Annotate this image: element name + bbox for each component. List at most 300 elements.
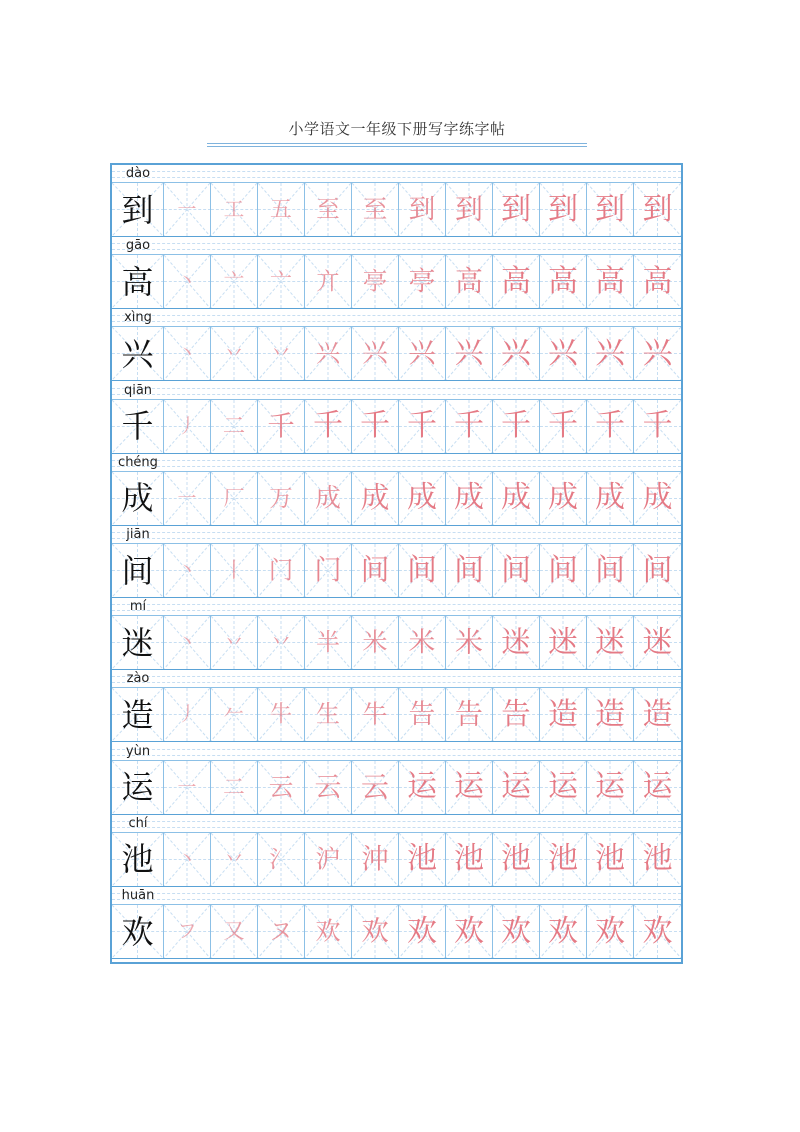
stroke-step-character: 兴 — [595, 335, 625, 371]
stroke-step-cell[interactable] — [540, 472, 587, 525]
pinyin-band — [112, 454, 681, 472]
pinyin-band — [112, 165, 681, 183]
model-character: 千 — [121, 407, 154, 446]
stroke-step-cell[interactable] — [540, 183, 587, 236]
pinyin-label: chí — [128, 815, 148, 831]
stroke-step-cell[interactable] — [258, 688, 305, 741]
model-character: 到 — [121, 190, 154, 229]
practice-row — [112, 454, 681, 526]
stroke-step-character: 高 — [501, 263, 531, 299]
model-character: 成 — [121, 479, 154, 518]
stroke-step-character: 高 — [642, 263, 673, 299]
stroke-step-cell[interactable] — [211, 544, 258, 597]
stroke-step-cell[interactable] — [305, 183, 352, 236]
pinyin-band — [112, 743, 681, 761]
stroke-step-cell[interactable] — [587, 400, 634, 453]
stroke-step-character: 迷 — [548, 624, 578, 660]
stroke-step-cell[interactable] — [164, 905, 211, 958]
stroke-step-character: 迷 — [501, 625, 531, 660]
stroke-step-character: 欢 — [548, 913, 578, 949]
stroke-step-cell[interactable] — [446, 761, 493, 814]
stroke-step-cell[interactable] — [352, 327, 399, 380]
stroke-step-cell[interactable] — [399, 616, 446, 669]
character-cells — [112, 616, 681, 670]
stroke-step-character: 丶 — [177, 342, 197, 365]
stroke-step-cell[interactable] — [493, 833, 540, 886]
stroke-step-cell[interactable] — [211, 327, 258, 380]
stroke-step-cell[interactable] — [634, 833, 681, 886]
stroke-step-character: 高 — [548, 263, 578, 299]
stroke-step-cell[interactable] — [493, 616, 540, 669]
practice-row — [112, 165, 681, 237]
stroke-step-character: 成 — [595, 480, 625, 516]
stroke-step-cell[interactable] — [258, 183, 305, 236]
stroke-step-character: 到 — [595, 191, 625, 227]
stroke-step-cell[interactable] — [634, 472, 681, 525]
stroke-step-cell[interactable] — [211, 616, 258, 669]
stroke-step-cell[interactable] — [164, 255, 211, 308]
stroke-step-cell[interactable] — [399, 472, 446, 525]
stroke-step-cell[interactable] — [399, 688, 446, 741]
stroke-step-cell[interactable] — [258, 400, 305, 453]
stroke-step-cell[interactable] — [587, 183, 634, 236]
stroke-step-cell[interactable] — [493, 183, 540, 236]
stroke-step-character: 沖 — [361, 842, 389, 875]
model-character-cell — [112, 183, 164, 236]
model-character-cell — [112, 761, 164, 814]
pinyin-guide-line — [112, 676, 681, 677]
stroke-step-character: 兴 — [642, 335, 673, 371]
model-character-cell — [112, 688, 164, 741]
page-title: 小学语文一年级下册写字练字帖 — [288, 120, 506, 138]
stroke-step-cell[interactable] — [258, 905, 305, 958]
stroke-step-character: 至 — [316, 195, 340, 223]
stroke-step-cell[interactable] — [587, 544, 634, 597]
pinyin-guide-line — [112, 538, 681, 539]
stroke-step-cell[interactable] — [258, 472, 305, 525]
stroke-step-character: 高 — [455, 264, 483, 298]
model-character: 高 — [121, 262, 154, 301]
stroke-step-cell[interactable] — [352, 255, 399, 308]
stroke-step-character: 工 — [223, 197, 245, 222]
stroke-step-character: 万 — [269, 484, 293, 512]
stroke-step-character: 到 — [548, 191, 578, 227]
pinyin-guide-line — [112, 171, 681, 172]
stroke-step-character: 造 — [642, 696, 673, 732]
stroke-step-cell[interactable] — [493, 544, 540, 597]
stroke-step-character: 亭 — [362, 266, 388, 296]
stroke-step-character: 造 — [548, 696, 578, 732]
stroke-step-cell[interactable] — [352, 761, 399, 814]
stroke-step-character: 欢 — [407, 913, 437, 949]
stroke-step-character: 欢 — [315, 916, 341, 946]
stroke-step-cell[interactable] — [587, 255, 634, 308]
pinyin-band — [112, 598, 681, 616]
stroke-step-character: 间 — [642, 552, 673, 588]
stroke-step-cell[interactable] — [352, 544, 399, 597]
stroke-step-cell[interactable] — [493, 255, 540, 308]
stroke-step-cell[interactable] — [352, 833, 399, 886]
pinyin-band — [112, 887, 681, 905]
pinyin-band — [112, 526, 681, 544]
stroke-step-cell[interactable] — [446, 833, 493, 886]
stroke-step-cell[interactable] — [540, 688, 587, 741]
stroke-step-cell[interactable] — [540, 833, 587, 886]
stroke-step-cell[interactable] — [399, 183, 446, 236]
stroke-step-character: 牛 — [269, 701, 293, 728]
stroke-step-character: 一 — [177, 197, 197, 221]
stroke-step-cell[interactable] — [540, 255, 587, 308]
stroke-step-character: 告 — [408, 698, 436, 731]
stroke-step-cell[interactable] — [258, 255, 305, 308]
stroke-step-character: 兴 — [501, 335, 531, 371]
pinyin-label: mí — [129, 599, 147, 615]
stroke-step-character: 米 — [362, 627, 388, 657]
stroke-step-cell[interactable] — [164, 616, 211, 669]
stroke-step-cell[interactable] — [587, 327, 634, 380]
pinyin-label: jiān — [126, 527, 150, 542]
stroke-step-cell[interactable] — [305, 255, 352, 308]
stroke-step-cell[interactable] — [446, 688, 493, 741]
stroke-step-character: 运 — [501, 769, 531, 805]
stroke-step-character: 一 — [177, 486, 197, 510]
stroke-step-cell[interactable] — [634, 905, 681, 958]
stroke-step-character: 至 — [362, 194, 388, 224]
stroke-step-cell[interactable] — [493, 400, 540, 453]
stroke-step-character: 成 — [360, 481, 390, 515]
stroke-step-cell[interactable] — [399, 833, 446, 886]
stroke-step-character: 丷 — [223, 341, 245, 366]
stroke-step-cell[interactable] — [399, 544, 446, 597]
character-cells — [112, 761, 681, 815]
stroke-step-character: 牛 — [362, 699, 388, 730]
stroke-step-character: 亭 — [408, 265, 436, 297]
stroke-step-character: 欢 — [642, 913, 673, 949]
stroke-step-character: 成 — [642, 480, 673, 516]
stroke-step-cell[interactable] — [352, 905, 399, 958]
stroke-step-character: 高 — [595, 263, 625, 299]
stroke-step-character: 成 — [454, 480, 484, 516]
stroke-step-cell[interactable] — [164, 400, 211, 453]
stroke-step-cell[interactable] — [540, 616, 587, 669]
model-character-cell — [112, 255, 164, 308]
stroke-step-character: 沪 — [315, 844, 341, 874]
pinyin-guide-line — [112, 394, 681, 395]
stroke-step-character: 间 — [501, 552, 531, 588]
stroke-step-character: 门 — [314, 554, 342, 586]
stroke-step-character: フ — [177, 919, 197, 943]
stroke-step-character: 欢 — [361, 915, 389, 947]
stroke-step-character: 运 — [407, 769, 437, 805]
stroke-step-character: 运 — [548, 769, 578, 805]
model-character-cell — [112, 544, 164, 597]
model-character: 间 — [121, 551, 154, 590]
character-cells — [112, 327, 681, 381]
pinyin-guide-line — [112, 604, 681, 605]
stroke-step-cell[interactable] — [305, 761, 352, 814]
stroke-step-character: 到 — [455, 192, 483, 226]
stroke-step-character: 云 — [268, 772, 294, 802]
stroke-step-cell[interactable] — [634, 255, 681, 308]
pinyin-guide-line — [112, 532, 681, 533]
stroke-step-cell[interactable] — [211, 688, 258, 741]
pinyin-label: zào — [126, 671, 150, 687]
stroke-step-cell[interactable] — [352, 183, 399, 236]
stroke-step-cell[interactable] — [493, 905, 540, 958]
pinyin-label: gāo — [125, 238, 151, 254]
model-character-cell — [112, 833, 164, 886]
stroke-step-character: 米 — [408, 626, 436, 658]
character-cells — [112, 255, 681, 309]
stroke-step-cell[interactable] — [399, 255, 446, 308]
stroke-step-character: 迷 — [642, 624, 673, 660]
stroke-step-cell[interactable] — [305, 544, 352, 597]
stroke-step-character: 池 — [548, 841, 578, 877]
stroke-step-cell[interactable] — [634, 183, 681, 236]
practice-row — [112, 887, 681, 959]
stroke-step-character: 池 — [407, 841, 437, 877]
stroke-step-character: ヌ — [269, 917, 293, 945]
stroke-step-cell[interactable] — [305, 905, 352, 958]
pinyin-guide-line — [112, 682, 681, 683]
stroke-step-cell[interactable] — [540, 761, 587, 814]
stroke-step-cell[interactable] — [258, 616, 305, 669]
stroke-step-character: 间 — [548, 552, 578, 588]
stroke-step-character: 丷 — [223, 846, 245, 872]
stroke-step-character: 千 — [313, 408, 343, 444]
stroke-step-cell[interactable] — [446, 616, 493, 669]
stroke-step-character: 丿 — [177, 703, 197, 726]
stroke-step-cell[interactable] — [493, 688, 540, 741]
stroke-step-cell[interactable] — [164, 183, 211, 236]
stroke-step-cell[interactable] — [258, 833, 305, 886]
stroke-step-cell[interactable] — [634, 616, 681, 669]
practice-row — [112, 598, 681, 670]
stroke-step-cell[interactable] — [493, 327, 540, 380]
stroke-step-cell[interactable] — [446, 544, 493, 597]
stroke-step-character: 池 — [454, 841, 484, 877]
pinyin-guide-line — [112, 755, 681, 756]
stroke-step-character: 池 — [595, 841, 625, 877]
pinyin-guide-line — [112, 827, 681, 828]
model-character-cell — [112, 400, 164, 453]
pinyin-guide-line — [112, 893, 681, 894]
stroke-step-cell[interactable] — [587, 688, 634, 741]
pinyin-guide-line — [112, 466, 681, 467]
stroke-step-cell[interactable] — [399, 761, 446, 814]
stroke-step-cell[interactable] — [211, 183, 258, 236]
stroke-step-cell[interactable] — [399, 327, 446, 380]
stroke-step-cell[interactable] — [305, 833, 352, 886]
pinyin-band — [112, 815, 681, 833]
stroke-step-cell[interactable] — [164, 327, 211, 380]
stroke-step-character: 丶 — [177, 631, 197, 654]
practice-row — [112, 526, 681, 598]
stroke-step-character: 兴 — [408, 337, 436, 370]
practice-row — [112, 309, 681, 381]
pinyin-guide-line — [112, 321, 681, 322]
stroke-step-character: 造 — [595, 696, 625, 732]
stroke-step-cell[interactable] — [446, 327, 493, 380]
stroke-step-character: 千 — [548, 408, 578, 444]
stroke-step-character: 间 — [407, 552, 437, 588]
practice-row — [112, 237, 681, 309]
stroke-step-cell[interactable] — [493, 472, 540, 525]
stroke-step-cell[interactable] — [587, 616, 634, 669]
model-character: 造 — [121, 695, 154, 734]
model-character: 兴 — [121, 334, 154, 373]
stroke-step-character: 丿 — [177, 414, 197, 437]
practice-row — [112, 743, 681, 815]
stroke-step-cell[interactable] — [634, 544, 681, 597]
practice-row — [112, 382, 681, 454]
stroke-step-cell[interactable] — [446, 400, 493, 453]
pinyin-guide-line — [112, 249, 681, 250]
stroke-step-cell[interactable] — [446, 183, 493, 236]
model-character-cell — [112, 905, 164, 958]
stroke-step-character: 丨 — [223, 557, 245, 583]
stroke-step-cell[interactable] — [634, 761, 681, 814]
stroke-step-cell[interactable] — [305, 472, 352, 525]
stroke-step-character: 云 — [361, 770, 389, 803]
stroke-step-cell[interactable] — [587, 761, 634, 814]
stroke-step-cell[interactable] — [493, 761, 540, 814]
stroke-step-cell[interactable] — [211, 472, 258, 525]
stroke-step-cell[interactable] — [352, 472, 399, 525]
model-character-cell — [112, 616, 164, 669]
stroke-step-cell[interactable] — [587, 905, 634, 958]
stroke-step-cell[interactable] — [305, 688, 352, 741]
stroke-step-cell[interactable] — [211, 905, 258, 958]
model-character: 欢 — [121, 912, 154, 951]
pinyin-guide-line — [112, 388, 681, 389]
stroke-step-cell[interactable] — [305, 400, 352, 453]
stroke-step-character: 告 — [455, 698, 483, 731]
stroke-step-character: 间 — [595, 552, 625, 588]
stroke-step-cell[interactable] — [540, 544, 587, 597]
stroke-step-character: 𠂉 — [223, 702, 245, 727]
stroke-step-character: 云 — [314, 771, 342, 803]
stroke-step-character: 亠 — [223, 269, 245, 294]
character-cells — [112, 833, 681, 887]
pinyin-label: chéng — [118, 454, 158, 470]
stroke-step-character: 欢 — [454, 913, 484, 949]
stroke-step-cell[interactable] — [164, 833, 211, 886]
stroke-step-character: 又 — [223, 918, 245, 944]
stroke-step-cell[interactable] — [352, 400, 399, 453]
stroke-step-cell[interactable] — [446, 255, 493, 308]
stroke-step-character: 兴 — [315, 339, 341, 368]
stroke-step-character: 丶 — [177, 270, 197, 293]
stroke-step-character: 丶 — [177, 558, 197, 582]
pinyin-guide-line — [112, 899, 681, 900]
stroke-step-character: 运 — [595, 769, 625, 805]
character-cells — [112, 905, 681, 959]
stroke-step-character: 成 — [407, 480, 437, 516]
stroke-step-cell[interactable] — [258, 761, 305, 814]
stroke-step-character: 门 — [268, 555, 294, 585]
stroke-step-cell[interactable] — [258, 327, 305, 380]
stroke-step-character: 到 — [501, 191, 531, 227]
stroke-step-cell[interactable] — [211, 761, 258, 814]
stroke-step-cell[interactable] — [352, 688, 399, 741]
stroke-step-character: 兴 — [362, 338, 388, 369]
stroke-step-cell[interactable] — [587, 472, 634, 525]
practice-row — [112, 670, 681, 742]
stroke-step-character: 千 — [454, 408, 484, 444]
stroke-step-cell[interactable] — [446, 472, 493, 525]
stroke-step-cell[interactable] — [258, 544, 305, 597]
model-character: 运 — [121, 768, 154, 807]
pinyin-guide-line — [112, 821, 681, 822]
stroke-step-cell[interactable] — [587, 833, 634, 886]
pinyin-label: dào — [125, 166, 151, 181]
pinyin-guide-line — [112, 243, 681, 244]
stroke-step-character: 欢 — [501, 913, 531, 949]
stroke-step-cell[interactable] — [634, 400, 681, 453]
pinyin-label: qiān — [123, 382, 153, 398]
stroke-step-cell[interactable] — [540, 327, 587, 380]
stroke-step-character: 千 — [360, 408, 390, 444]
stroke-step-character: 二 — [222, 412, 246, 439]
stroke-step-cell[interactable] — [446, 905, 493, 958]
stroke-step-character: 丷 — [269, 629, 293, 656]
stroke-step-character: 成 — [315, 482, 341, 513]
stroke-step-character: 厂 — [223, 485, 245, 511]
stroke-step-cell[interactable] — [399, 400, 446, 453]
stroke-step-character: 五 — [270, 196, 292, 222]
character-cells — [112, 472, 681, 526]
pinyin-label: huān — [121, 888, 155, 903]
stroke-step-character: 氵 — [269, 845, 293, 873]
stroke-step-character: 亣 — [316, 267, 340, 295]
stroke-step-character: 池 — [501, 841, 531, 877]
stroke-step-character: 丶 — [177, 847, 197, 871]
stroke-step-cell[interactable] — [399, 905, 446, 958]
stroke-step-cell[interactable] — [305, 616, 352, 669]
stroke-step-cell[interactable] — [164, 544, 211, 597]
stroke-step-cell[interactable] — [164, 761, 211, 814]
stroke-step-cell[interactable] — [634, 327, 681, 380]
stroke-step-cell[interactable] — [540, 905, 587, 958]
stroke-step-cell[interactable] — [540, 400, 587, 453]
stroke-step-cell[interactable] — [305, 327, 352, 380]
stroke-step-cell[interactable] — [164, 688, 211, 741]
pinyin-band — [112, 309, 681, 327]
stroke-step-character: 一 — [177, 775, 197, 798]
stroke-step-cell[interactable] — [164, 472, 211, 525]
stroke-step-cell[interactable] — [211, 400, 258, 453]
pinyin-label: xìng — [124, 310, 152, 326]
character-cells — [112, 183, 681, 237]
stroke-step-cell[interactable] — [211, 833, 258, 886]
stroke-step-character: 千 — [267, 409, 295, 442]
stroke-step-cell[interactable] — [634, 688, 681, 741]
stroke-step-character: 迷 — [595, 624, 625, 660]
pinyin-label: yùn — [125, 743, 151, 759]
stroke-step-character: 半 — [316, 628, 340, 657]
stroke-step-character: 丷 — [223, 630, 245, 655]
pinyin-guide-line — [112, 749, 681, 750]
pinyin-guide-line — [112, 460, 681, 461]
stroke-step-cell[interactable] — [211, 255, 258, 308]
model-character: 迷 — [121, 623, 154, 662]
character-cells — [112, 544, 681, 598]
stroke-step-character: 告 — [501, 697, 531, 732]
stroke-step-character: 成 — [501, 480, 531, 516]
model-character-cell — [112, 327, 164, 380]
stroke-step-cell[interactable] — [352, 616, 399, 669]
